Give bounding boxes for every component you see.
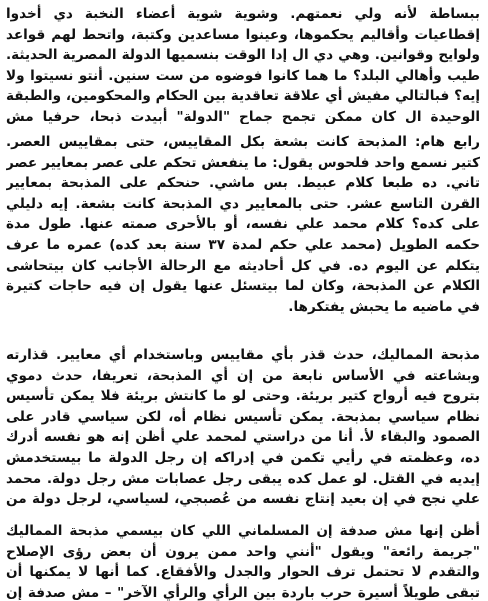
paragraph-3-text: مذبحة المماليك، حدث قذر بأي مقاييس وباستخدام أي معايير. قذارته وبشاعته في الأساس نابعة من إن أي المذبحة، تعريفا، حدث دموي بتروح فيه أرواح كتير بريئة. وحتى لو ما كانتش بريئة فلا يمكن تأسيس نظام سياسي بمذبحة. يمكن تأسيس نظام أه، لكن سياسي قادر على الصمود والبقاء لأ. أنا من دراستي لمحمد علي أظن إنه هو نفسه أدرك ده، وعظمته في رأيي تكمن في إدراكه إن رجل الدولة ما بيستخدمش إيديه في القتل. لو عمل كده يبقى رجل عصابات مش رجل دولة. محمد علي نجح في إن بعيد إنتاج نفسه من عُصبجي، لسياسي، لرجل دولة من <box>6 347 480 508</box>
paragraph-1 <box>6 4 480 124</box>
paragraph-3 <box>6 345 480 513</box>
paragraph-4-text: أظن إنها مش صدفة إن المسلماني اللي كان بيسمي مذبحة المماليك "جريمة رائعة" ويقول "أنني واحد ممن يرون أن بعض رؤى الإصلاح والتقدم لا تحتمل ترف الحوار والجدل والأفقاع. كما أنها لا يمكنها أن تبقى طويلاً أسيرة حرب باردة بين الرأي والرأي الآخر" – مش صدفة إن <box>6 523 480 601</box>
paragraph-4 <box>6 521 480 601</box>
paragraph-1-text: ببساطة لأنه ولي نعمتهم. وشوية شوية أعضاء النخبة دي أخدوا إقطاعيات وأقاليم يحكموها، وعينوا مساعدين وكتبة، واتحط لهم قواعد ولوايح وقوانين. وهي دي ال إدا الوقت بنسميها الدولة المصرية الحديثة. طيب وأهالي البلد؟ ما هما كانوا فوضوه من ست سنين. أنتو نسيتوا ولا إيه؟ فبالتالي مفيش أي علاقة تعاقدية بين الحكام والمحكومين، والطبقة الوحيدة ال كان ممكن تجمح جماح "الدولة" أبيدت ذبحا، حرفيا مش <box>6 6 480 124</box>
paragraph-2-text: رابع هام: المذبحة كانت بشعة بكل المقاييس، حتى بمقاييس العصر. كتير نسمع واحد فلحوس يقول: ما ينفعش تحكم على عصر بمعايير عصر تاني. ده طبعا كلام عبيط. بس ماشي. حنحكم على المذبحة بمعايير القرن التاسع عشر. حتى بالمعايير دي المذبحة كانت بشعة. إيه دليلي على كده؟ كلام محمد علي نفسه، أو بالأحرى صمته عنها. طول مدة حكمه الطويل (محمد علي حكم لمدة ٣٧ سنة بعد كده) عمره ما عرف يتكلم عن اليوم ده. في كل أحاديثه مع الرحالة الأجانب كان بيتحاشى الكلام عن المذبحة، وكان لما بيتسئل عنها يقول إن فيه حاجات كتيرة في ماضيه ما يحبش يفتكرها. <box>6 134 480 315</box>
paragraph-2 <box>6 132 480 337</box>
